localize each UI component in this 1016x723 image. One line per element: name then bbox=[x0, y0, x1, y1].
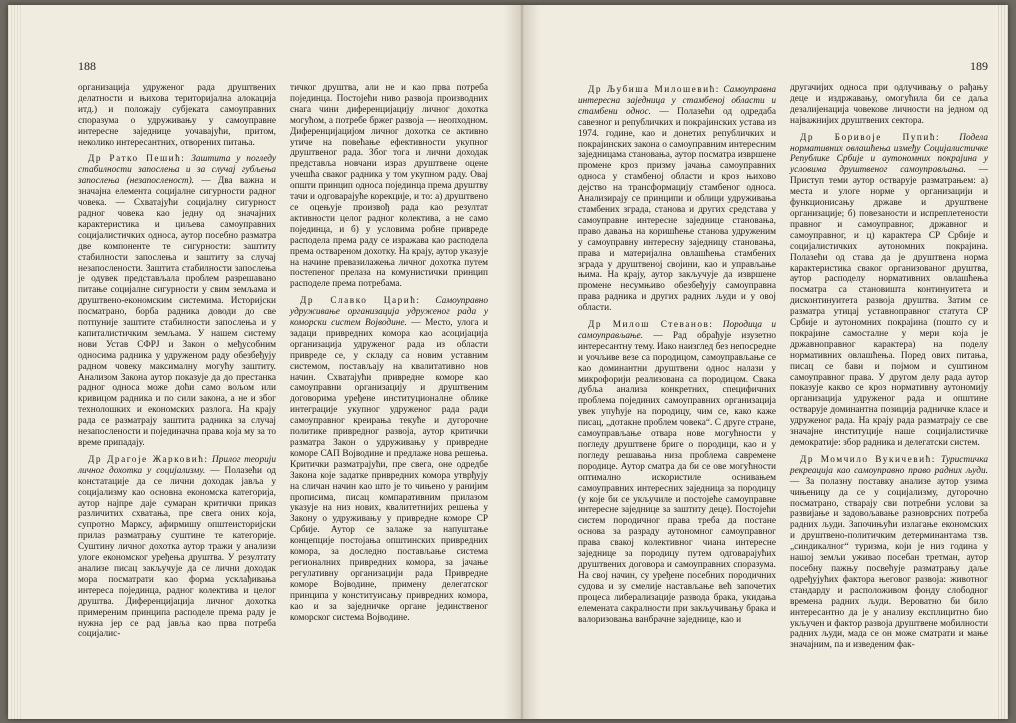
book-gutter bbox=[504, 5, 540, 719]
right-page bbox=[578, 5, 988, 719]
entry-author: Др Драгоје Жарковић: bbox=[88, 454, 209, 465]
review-entry bbox=[290, 296, 488, 623]
review-entry bbox=[578, 85, 776, 314]
right-column-2 bbox=[790, 83, 988, 657]
paragraph-text: другачијих односа при одлучивању о рађању деце и издржавању, омогућила би се даља дезалијенација човекове личности на једном од најважнијих друштвених сектора. bbox=[790, 83, 988, 126]
paragraph bbox=[790, 83, 988, 127]
entry-title: Самоуправна интересна заједница у стамбеној области и стамбени однос. bbox=[578, 85, 776, 117]
entry-title: Прилог теорији личног дохотка у социјализму. bbox=[78, 454, 276, 476]
paragraph bbox=[290, 83, 488, 290]
entry-author: Др Љубиша Милошевић: bbox=[588, 85, 720, 95]
entry-text: — Полазећи од одредаба савезног и републичких и покрајинских устава из 1974. године, као и донетих републичких и покрајинских закона о самоуправним интересним заједницама становања, аутор посматра извршене промене кроз призму јачања самоуправних односа у стамбеној области и кроз њихово дејство на трансформацију стамбеног односа. Анализирају се принципи и облици удруживања стамбених зграда, станова и других средстава у самоуправне интересне заједнице становања, право давања на коришћење станова удруженим у самоуправну интересну заједницу становања, права и материјална овлашћења стамбених зграда у друштвеној својини, као и управљање њима. На крају, аутор закључује да извршене промене несумњиво обезбеђују самоуправна права радника и других радних људи и у овој области. bbox=[578, 106, 776, 314]
review-entry bbox=[790, 133, 988, 449]
book-spread bbox=[8, 5, 1008, 719]
entry-author: Др Славко Царић: bbox=[300, 296, 421, 307]
review-entry bbox=[78, 154, 276, 448]
left-column-1 bbox=[78, 83, 276, 646]
entry-author: Др Милош Стеванов: bbox=[588, 320, 714, 331]
review-entry bbox=[790, 455, 988, 651]
entry-author: Др Ратко Пешић: bbox=[88, 154, 186, 165]
left-column-2 bbox=[290, 83, 488, 629]
page-edges-right bbox=[996, 5, 1008, 719]
review-entry bbox=[78, 455, 276, 640]
entry-text: — За полазну поставку анализе аутор узима чињеницу да се у социјализму, дугорочно посматрано, стварају сви потребни услови за развијање и задовољавање разноврсних потреба радних људи. Започињући излагање економских и друштвено-политичким детерминантама тзв. „синдикалног“ туризма, који је низ година у нашој земљи уживао посебан третман, аутор посебну пажњу посвећује разматрању даље одређујућих фактора његовог развоја: животног стандарду и расположивом фонду слободног времена радних људи. Вероватно би било интересантно да је у анализу експлицитно био укључен и фактор развоја друштвене мобилности радних људи, мада се он може сматрати и мање значајним, па и изведеним фак- bbox=[790, 476, 988, 651]
paragraph bbox=[78, 83, 276, 148]
page-number-right: 189 bbox=[970, 59, 988, 73]
entry-title: Породица и самоуправљање. bbox=[578, 320, 776, 341]
review-entry bbox=[578, 320, 776, 625]
left-page bbox=[78, 5, 488, 719]
entry-title: Подела нормативних овлашћења између Социјалистичке Републике Србије и аутономних покрајина у условима друштвеног самоуправљања. bbox=[790, 132, 989, 176]
page-number-left: 188 bbox=[78, 59, 96, 73]
entry-text: — Приступ теми аутор остварује разматрањем: а) места и улоге норме у организацији и функционисању државе и друштвене организације; б) повезаности и испреплетености правног и самоуправног, државног и самоуправног, и ц) карактера СР Србије и социјалистичких аутономних покрајина. Полазећи од става да је друштвена норма карактеристика сваког организованог друштва, аутор расподелу нормативних овлашћења посматра са становишта континуитета и дисконтинуитета развоја друштва. Затим се разматра утицај уставноправног статута СР Србије и аутономних покрајина (поштo су и покрајине самосталне у мери која је државноправног карактера) на поделу нормативних овлашћења. Поред ових питања, писац се бави и појмом и суштином самоуправног права. У другом делу рада аутор показује какво се кроз нормативну аутономију организација удруженог рада и општине остварује доминантна позиција радничке класе и удруженог рада. На крају рада разматрају се све значајне институције наше социјалистичке демократије: збор радника и делегатски систем. bbox=[790, 165, 989, 448]
entry-text: — Два важна и значајна елемента социјалне сигурности радног човека. — Схватајући социјалну сигурност радног човека као једну од значајних карактеристика и циљева самоуправних социјалистичких односа, аутор посебно разматра две компоненте те сигурности: заштиту стабилности запослења и заштиту за случај незапослености. Заштита стабилности запослења је одувек представљала проблем разрешавано питање социјалне сигурности у свим земљама и друштвено-економским системима. Историјски посматрано, борба радника доводи до све потпуније заштите стабилности запослења и у капиталистичким земљама. У нашем систему нови Устав СФРЈ и Закон о међусобним односима радника у удруженом раду обезбеђују радном човеку максималну могућу заштиту. Анализом Закона аутор показује да до престанка радног односа може доћи само вољом или кривицом радника и по сили закона, а не и због технолошких и економских разлога. На крају рада се разматрају заштита радника за случај незапослености и појединачна права која му за то време припадају. bbox=[78, 176, 277, 448]
paragraph-text: организација удруженог рада друштвених делатности и њихова територијална алокација итд.) и положају субјеката самоуправних споразума о удруживању у самоуправне интересне заједнице уочавајући, притом, неколико интересантних, отворених питања. bbox=[78, 83, 276, 148]
right-column-1 bbox=[578, 83, 776, 631]
entry-text: — Место, улога и задаци привредних комора као асоцијација организација удруженог рада из области привреде се, у складу са новим уставним системом, постављају на квалитативно нов начин. Схватајући привредне коморе као самоуправни организацију и друштвеним договорима уређене институционалне облике интеграције укупног удруженог рада ради самоуправног креирања текуће и дугорочне политике привредног развоја, аутор критички разматра Закон о удруживању у привредне коморе САП Војводине и предлаже нова решења. Критички разматрајући, пре свега, оне одредбе Закона које задатке привредних комора утврђују на сличан начин као што је то чињено у ранијим прописима, писац компаративним прилазом указује на низ нових, квалитетнијих решења у Закону о удруживању у привредне коморе СР Србије. Аутор се залаже за напуштање концепције постојања општинских привредних комора, за доследно постављање система регионалних привредних комора, за јачање регулативну организацији рада Привредне коморе Војводине, примену делегатског принципа у конституисању привредних комора, као и за заједничке органе јединственог коморског система Војводине. bbox=[290, 318, 489, 623]
entry-text: — Рад обрађује изузетно интересантну тему. Иако наизглед без непосредне и уочљиве везе са породицом, самоуправљање се као доминантни друштвени однос налази у микрофорији реализована са породицом. Свака дубља анализа конкретних, специфичних проблема појединих самоуправних организација увек упућује на породицу, чим се, како каже писац, „дотакне проблем човека“. С друге стране, самоуправљање отвара нове могућности у погледу друштвене бриге о породици, као и у погледу решавања низа проблема савремене породице. Аутор сматра да би се ове могућности оптимално искористиле оснивањем самоуправних интересних заједница за породицу (у које би се укључиле и постојеће самоуправне интересне заједнице за заштиту деце). Постојећи систем породичног права треба да постане основа за разраду аутономног самоуправног права свакој колективног чиана интересне заједнице за породицу путем одговарајућих друштвених договора и самоуправних споразума. На свој начин, су уређене посебних породичних судова и зу смелије настављање већ започетих процеса либерализације развода брака, укидања елемената сакралности при закључивању брака и валоризовања ванбрачне заједнице, као и bbox=[578, 330, 776, 625]
paragraph-text: тичког друштва, али не и као прва потреба појединца. Постојећи ниво развоја производних снага чини диференцијацију личног дохотка могућом, а потребе бржег развоја — неопходном. Диференцијацијом личног дохотка се активно утиче на повећање ефективности укупног друштвеног рада. Због тога и лични доходак представља новчани израз друштвене оцене учешћа сваког радника у том укупном раду. Овај општи принцип односа појединца према друштву тачи и одговарајуће корекције, и то: а) друштвено се оцењује произвођ рада као резултат активности целог радног колектива, а не само појединца, и б) у условима робне привреде расподела према раду се изражава као расподела према оствареном дохотку. На крају, аутор указује на начине превазилажења личног дохотка путем постепеног прелаза на комунистички принцип расподеле према потребама. bbox=[290, 83, 488, 290]
page-edges-left bbox=[8, 5, 22, 719]
entry-author: Др Боривоје Пупић: bbox=[800, 132, 941, 143]
entry-title: Заштита у погледу стабилности запослења и за случај губљења запослења (незапосленост). bbox=[78, 154, 276, 187]
entry-text: — Полазећи од констатације да се лични доходак јавља у социјализму као основна економска категорија, аутор најпре даје сумаран критички приказ различитих схватања, пре свега оних која, супротно Марксу, афирмишу општеисторијски прилаз разматрању суштине те категорије. Суштину личног дохотка аутор тражи у анализи улоге економског уређења друштва. У резултату анализе писац закључује да се лични доходак мора посматрати као форма усклађивања интереса појединца, радног колектива и целог друштва. Диференцијација личног дохотка примереним принципа расподеле према раду је нужна јер се рад јавља као прва потреба социјалис- bbox=[78, 465, 277, 640]
entry-title: Самоуправно удруживање организација удруженог рада у коморски систем Војводине. bbox=[290, 296, 488, 329]
entry-title: Туристичка рекреација као самоуправно право радних људи. bbox=[790, 454, 988, 476]
entry-author: Др Момчило Вукичевић: bbox=[800, 454, 936, 465]
